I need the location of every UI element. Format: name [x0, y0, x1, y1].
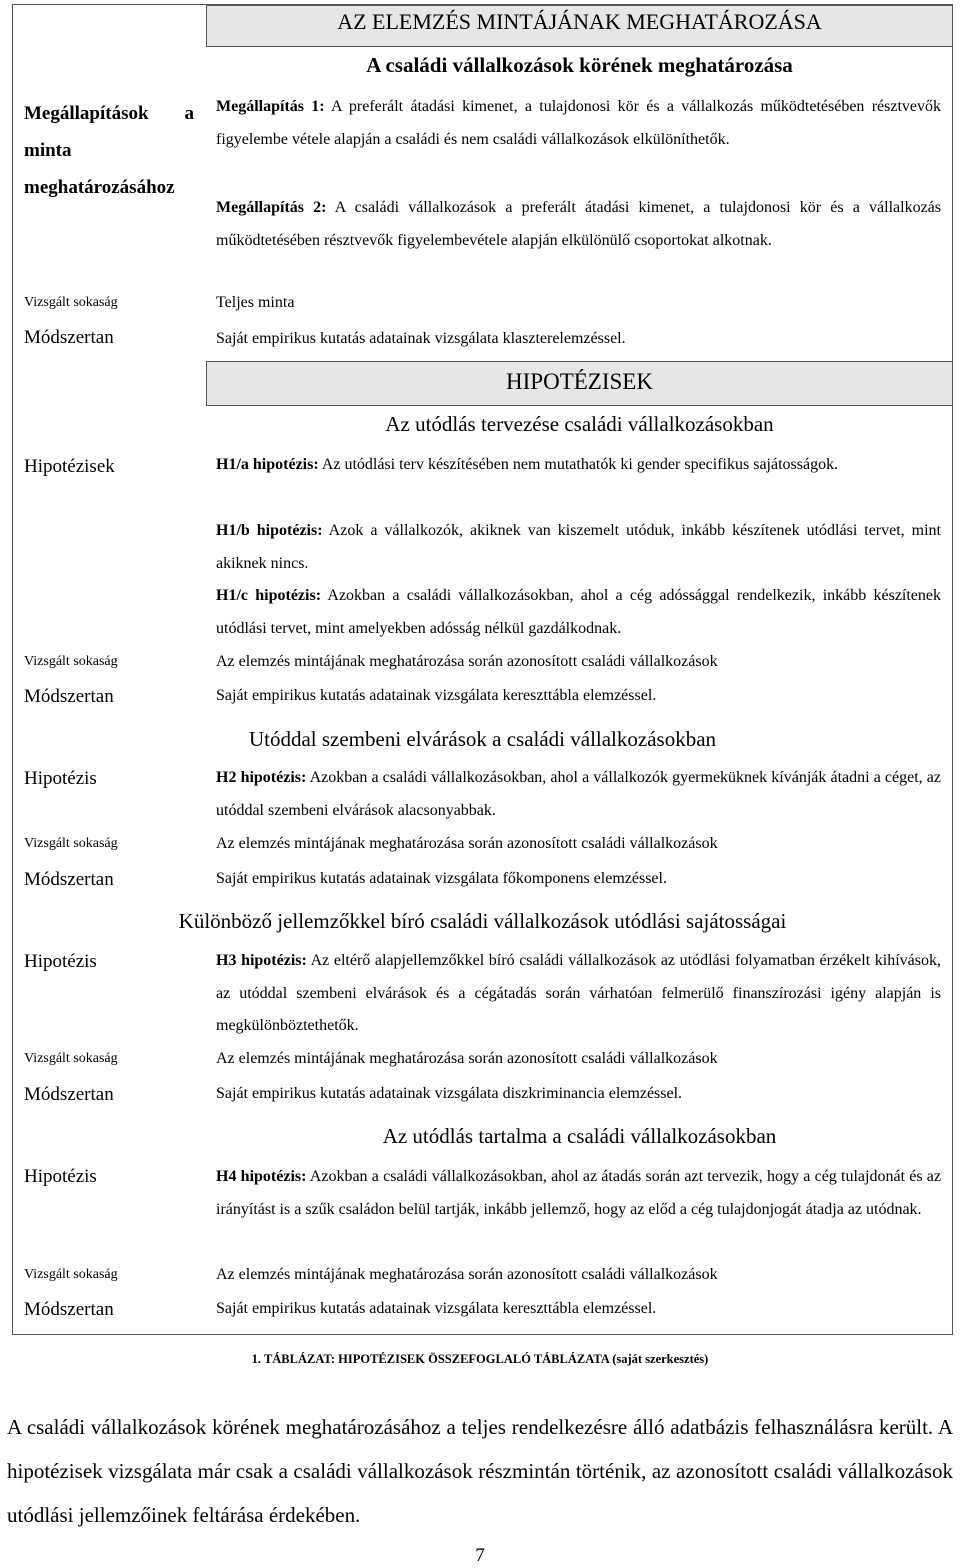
section5-label: Hipotézis	[24, 1166, 97, 1187]
section5-subtitle: Az utódlás tartalma a családi vállalkozásokban	[382, 1124, 777, 1148]
section2-method-value: Saját empirikus kutatás adatainak vizsgálata kereszttábla elemzéssel.	[216, 687, 657, 704]
section1-method-label: Módszertan	[24, 327, 114, 348]
section1-method-value: Saját empirikus kutatás adatainak vizsgálata klaszterelemzéssel.	[216, 330, 626, 347]
section5-population-value: Az elemzés mintájának meghatározása során azonosított családi vállalkozások	[216, 1266, 718, 1283]
section2-h1c: H1/c hipotézis: Azokban a családi vállalkozásokban, ahol a cég adóssággal rendelkezik, inkább készítenek utódlási tervet, mint amelyekben adósság nélkül gazdálkodnak.	[216, 587, 942, 637]
section3-h2: H2 hipotézis: Azokban a családi vállalkozásokban, ahol a vállalkozók gyermeküknek kívánják átadni a céget, az utóddal szembeni elvárások alacsonyabbak.	[216, 769, 942, 819]
section1-population-value: Teljes minta	[216, 294, 295, 311]
page-number: 7	[475, 1545, 485, 1566]
section1-finding2: Megállapítás 2: A családi vállalkozások a preferált átadási kimenet, a tulajdonosi kör és a vállalkozás működtetésében résztvevők figyelembevétele alapján elkülönülő csoportokat alkotnak.	[216, 199, 942, 249]
section5-h4: H4 hipotézis: Azokban a családi vállalkozásokban, ahol az átadás során azt tervezik, hogy a cég tulajdonát és az irányítást is a szűk családon belül tartják, inkább jellemző, hogy az előd a cég tulajdonjogát átadja az utódnak.	[216, 1168, 942, 1218]
section4-label: Hipotézis	[24, 951, 97, 972]
section2-label: Hipotézisek	[24, 456, 115, 477]
section3-subtitle: Utóddal szembeni elvárások a családi vállalkozásokban	[248, 727, 717, 751]
section4-method-label: Módszertan	[24, 1084, 114, 1105]
section2-h1b: H1/b hipotézis: Azok a vállalkozók, akiknek van kiszemelt utóduk, inkább készítenek utódlási tervet, mint akiknek nincs.	[216, 522, 942, 572]
section2-population-label: Vizsgált sokaság	[24, 654, 118, 669]
section3-population-label: Vizsgált sokaság	[24, 836, 118, 851]
hypothesis-summary-table	[12, 4, 953, 1335]
section1-finding1: Megállapítás 1: A preferált átadási kimenet, a tulajdonosi kör és a vállalkozás működtetésében résztvevők figyelembe vétele alapján a családi és nem családi vállalkozások elkülöníthetők.	[216, 98, 941, 148]
table-title: AZ ELEMZÉS MINTÁJÁNAK MEGHATÁROZÁSA	[206, 5, 953, 47]
section5-method-value: Saját empirikus kutatás adatainak vizsgálata kereszttábla elemzéssel.	[216, 1300, 657, 1317]
section4-h3: H3 hipotézis: Az eltérő alapjellemzőkkel bíró családi vállalkozások az utódlási folyamatban érzékelt kihívások, az utóddal szembeni elvárások és a cégátadás során várhatóan felmerülő finanszírozási igény alapján is megkülönböztethetők.	[216, 952, 941, 1034]
section4-method-value: Saját empirikus kutatás adatainak vizsgálata diszkriminancia elemzéssel.	[216, 1085, 683, 1102]
section1-population-label: Vizsgált sokaság	[24, 295, 118, 310]
section2-method-label: Módszertan	[24, 686, 114, 707]
section2-subtitle: Az utódlás tervezése családi vállalkozásokban	[385, 412, 774, 436]
section5-population-label: Vizsgált sokaság	[24, 1267, 118, 1282]
section5-method-label: Módszertan	[24, 1299, 114, 1320]
section4-population-label: Vizsgált sokaság	[24, 1051, 118, 1066]
section2-population-value: Az elemzés mintájának meghatározása során azonosított családi vállalkozások	[216, 653, 718, 670]
section1-subtitle: A családi vállalkozások körének meghatározása	[366, 53, 793, 77]
section3-label: Hipotézis	[24, 768, 97, 789]
section4-population-value: Az elemzés mintájának meghatározása során azonosított családi vállalkozások	[216, 1050, 718, 1067]
section4-subtitle: Különböző jellemzőkkel bíró családi vállalkozások utódlási sajátosságai	[178, 909, 787, 933]
section3-method-label: Módszertan	[24, 869, 114, 890]
section3-method-value: Saját empirikus kutatás adatainak vizsgálata főkomponens elemzéssel.	[216, 870, 667, 887]
table-caption: 1. TÁBLÁZAT: HIPOTÉZISEK ÖSSZEFOGLALÓ TÁBLÁZATA (saját szerkesztés)	[251, 1352, 709, 1366]
body-paragraph: A családi vállalkozások körének meghatározásához a teljes rendelkezésre álló adatbázis felhasználásra került. A hipotézisek vizsgálata már csak a családi vállalkozások részmintán történik, az azonosított családi vállalkozások utódlási jellemzőinek feltárása érdekében.	[7, 1415, 953, 1527]
section2-h1a: H1/a hipotézis: Az utódlási terv készítésében nem mutathatók ki gender specifikus sajátosságok.	[216, 456, 839, 473]
section1-label: Megállapítások a minta meghatározásához	[24, 103, 194, 198]
section3-population-value: Az elemzés mintájának meghatározása során azonosított családi vállalkozások	[216, 835, 718, 852]
hypotheses-header: HIPOTÉZISEK	[206, 361, 953, 406]
